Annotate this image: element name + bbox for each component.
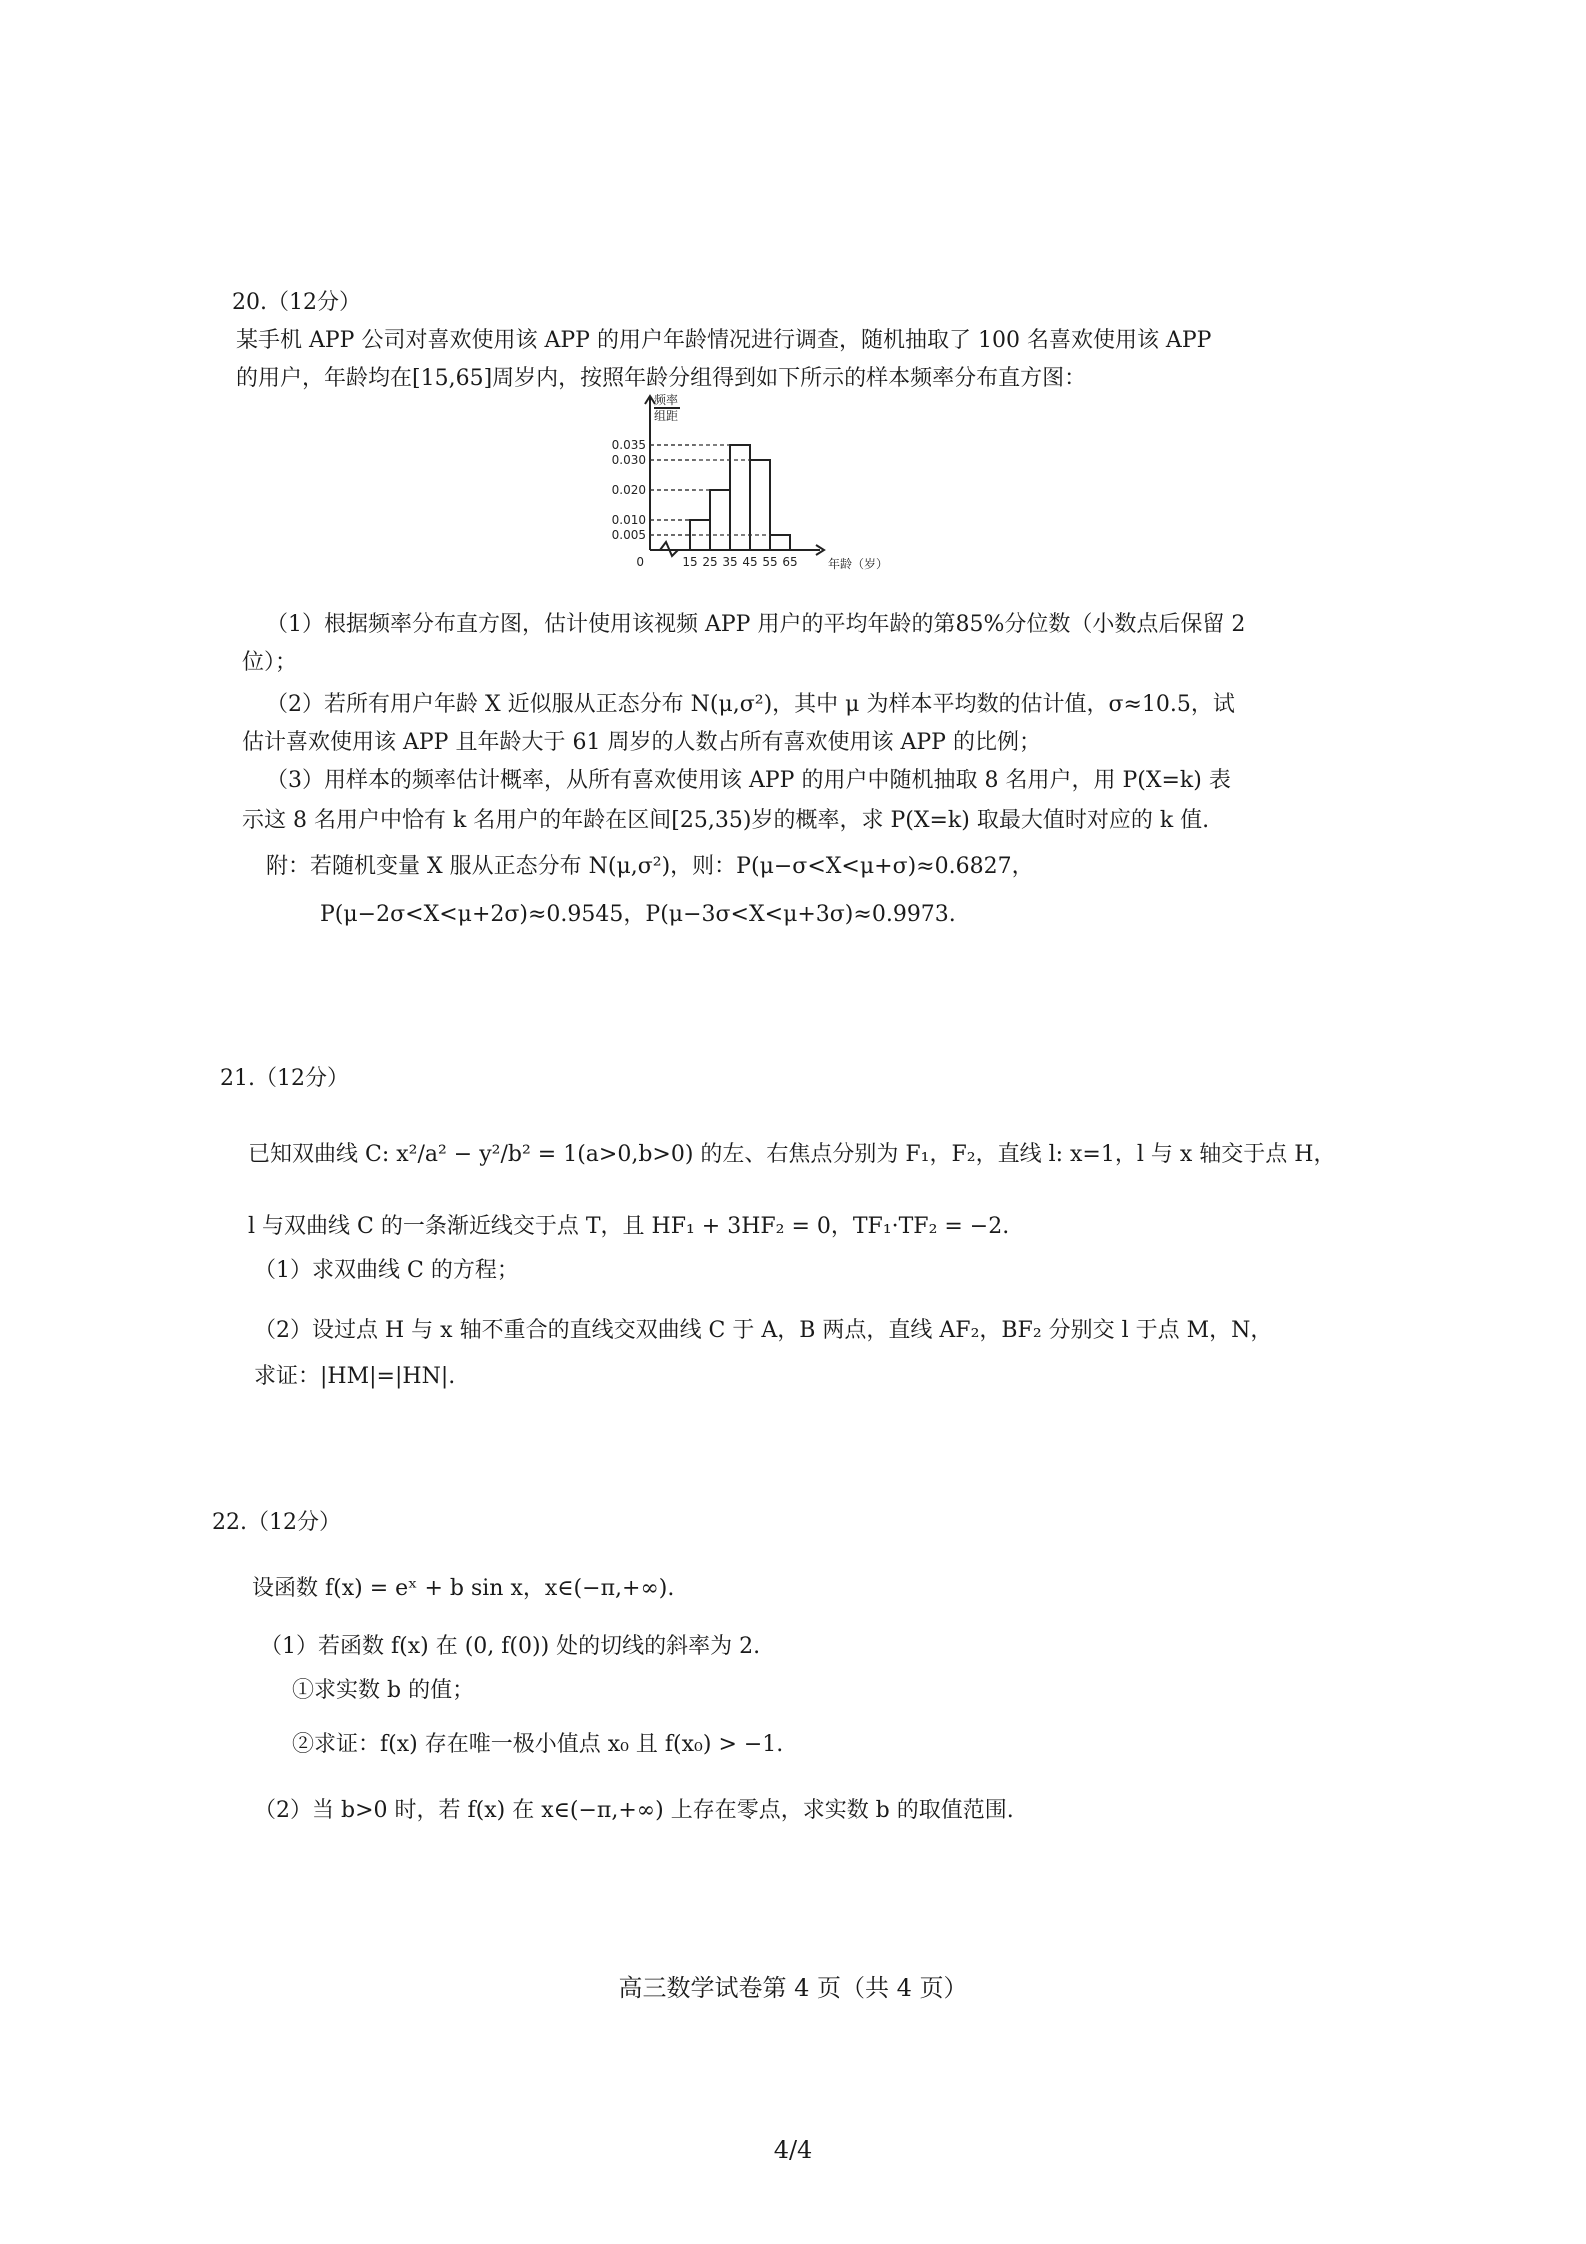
x-tick-label: 45	[742, 555, 758, 569]
page-footer: 高三数学试卷第 4 页（共 4 页）	[618, 1974, 968, 2002]
q20-appendix-1: 附：若随机变量 X 服从正态分布 N(μ,σ²)，则：P(μ−σ<X<μ+σ)≈0.6827，	[266, 854, 1034, 879]
q22-part2: （2）当 b>0 时，若 f(x) 在 x∈(−π,+∞) 上存在零点，求实数 b 的取值范围.	[254, 1798, 1014, 1823]
frequency-histogram	[590, 390, 890, 600]
y-tick-label: 0.010	[611, 513, 646, 527]
x-tick-label: 35	[722, 555, 738, 569]
x-tick-label: 25	[702, 555, 718, 569]
q22-line-1: 设函数 f(x) = eˣ + b sin x，x∈(−π,+∞).	[252, 1576, 675, 1601]
q20-appendix-2: P(μ−2σ<X<μ+2σ)≈0.9545，P(μ−3σ<X<μ+3σ)≈0.9973.	[320, 902, 956, 927]
q21-part1: （1）求双曲线 C 的方程；	[254, 1258, 519, 1283]
y-tick-label: 0.035	[611, 438, 646, 452]
y-tick-label: 0.020	[611, 483, 646, 497]
histogram-bar	[750, 460, 770, 550]
q21-title: 21.（12分）	[220, 1066, 349, 1091]
y-axis-label-top: 频率	[654, 393, 679, 407]
histogram-bar	[730, 445, 750, 550]
y-tick-label: 0.005	[611, 528, 646, 542]
origin-label: 0	[636, 555, 644, 569]
q20-part3-b: 示这 8 名用户中恰有 k 名用户的年龄在区间[25,35)岁的概率，求 P(X=k) 取最大值时对应的 k 值.	[242, 808, 1210, 833]
y-tick-label: 0.030	[611, 453, 646, 467]
q20-part1-b: 位）；	[242, 650, 298, 675]
q20-part2-a: （2）若所有用户年龄 X 近似服从正态分布 N(μ,σ²)，其中 μ 为样本平均数的估计值，σ≈10.5，试	[266, 692, 1235, 717]
histogram-bar	[770, 535, 790, 550]
q22-part1-i: ①求实数 b 的值；	[292, 1678, 475, 1703]
histogram-bar	[710, 490, 730, 550]
q22-part1-ii: ②求证：f(x) 存在唯一极小值点 x₀ 且 f(x₀) > −1.	[292, 1732, 784, 1757]
q20-part1-a: （1）根据频率分布直方图，估计使用该视频 APP 用户的平均年龄的第85%分位数（小数点后保留 2	[266, 612, 1246, 637]
q21-line-2: l 与双曲线 C 的一条渐近线交于点 T，且 HF₁ + 3HF₂ = 0，TF₁·TF₂ = −2.	[248, 1214, 1010, 1239]
x-tick-label: 65	[782, 555, 798, 569]
x-tick-label: 15	[682, 555, 698, 569]
q22-part1: （1）若函数 f(x) 在 (0, f(0)) 处的切线的斜率为 2.	[260, 1634, 761, 1659]
q20-intro-1: 某手机 APP 公司对喜欢使用该 APP 的用户年龄情况进行调查，随机抽取了 100 名喜欢使用该 APP	[236, 328, 1212, 353]
q20-part3-a: （3）用样本的频率估计概率，从所有喜欢使用该 APP 的用户中随机抽取 8 名用户，用 P(X=k) 表	[266, 768, 1231, 793]
q21-part2-a: （2）设过点 H 与 x 轴不重合的直线交双曲线 C 于 A，B 两点，直线 AF₂，BF₂ 分别交 l 于点 M，N，	[254, 1318, 1273, 1343]
y-axis-label-bottom: 组距	[654, 409, 679, 423]
x-axis-label: 年龄（岁）	[828, 557, 889, 571]
x-tick-label: 55	[762, 555, 778, 569]
q21-part2-b: 求证：|HM|=|HN|.	[254, 1364, 456, 1389]
q21-line-1: 已知双曲线 C: x²/a² − y²/b² = 1(a>0,b>0) 的左、右焦点分别为 F₁，F₂，直线 l: x=1，l 与 x 轴交于点 H，	[248, 1142, 1336, 1167]
page-number: 4/4	[773, 2136, 813, 2164]
q20-title: 20.（12分）	[232, 290, 361, 315]
q20-intro-2: 的用户，年龄均在[15,65]周岁内，按照年龄分组得到如下所示的样本频率分布直方图：	[236, 366, 1087, 391]
q22-title: 22.（12分）	[212, 1510, 341, 1535]
q20-part2-b: 估计喜欢使用该 APP 且年龄大于 61 周岁的人数占所有喜欢使用该 APP 的比例；	[242, 730, 1041, 755]
